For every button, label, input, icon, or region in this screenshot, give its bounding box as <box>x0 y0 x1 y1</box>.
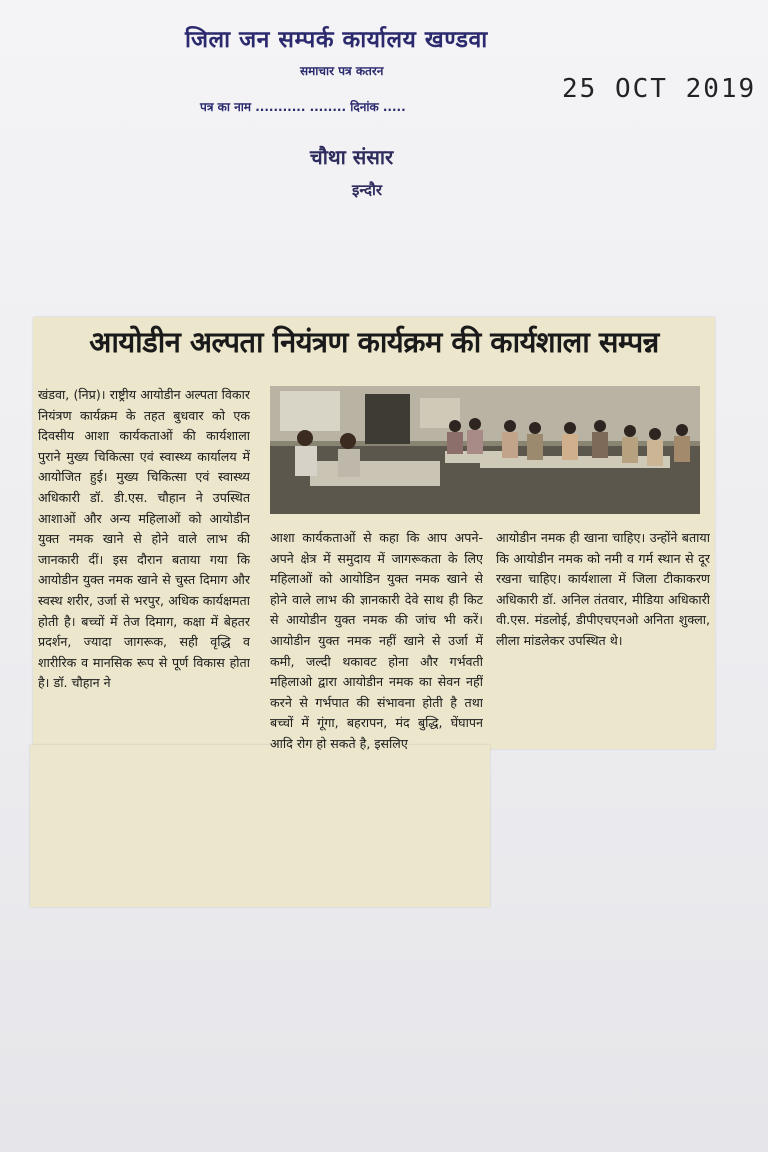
office-stamp-title: जिला जन सम्पर्क कार्यालय खण्डवा <box>185 27 488 53</box>
article-column-2: आशा कार्यकताओं से कहा कि आप अपने-अपने क्षेत्र में समुदाय में जागरूकता के लिए महिलाओं को आयोडिन युक्त नमक खाने से होने वाले लाभ की ज्ञानकारी देवे साथ ही किट से आयोडीन युक्त नमक की जांच भी करें। आयोडीन युक्त नमक नहीं खाने से उर्जा में कमी, जल्दी थकावट होना और गर्भवती महिलाओ द्वारा आयोडीन नमक का सेवन नहीं करने से गर्भपात की संभावना होती है तथा बच्चों में गूंगा, बहरापन, मंद बुद्धि, घेंघापन आदि रोग हो सकते है, इसलिए <box>270 530 483 751</box>
paper-name-date-line: पत्र का नाम ........... ........ दिनांक ..... <box>200 100 406 114</box>
newspaper-name: चौथा संसार <box>310 145 394 169</box>
newspaper-city: इन्दौर <box>352 181 382 199</box>
date-stamp: 25 OCT 2019 <box>562 74 757 104</box>
clipping-label: समाचार पत्र कतरन <box>300 64 384 78</box>
article-column-3: आयोडीन नमक ही खाना चाहिए। उन्होंने बताया कि आयोडीन नमक को नमी व गर्म स्थान से दूर रखना चाहिए। कार्यशाला में जिला टीकाकरण अधिकारी डॉ. अनिल तंतवार, मीडिया अधिकारी वी.एस. मंडलोई, डीपीएचएनओ अनिता शुक्ला, लीला मांडलेकर उपस्थित थे। <box>496 530 710 648</box>
workshop-photo <box>270 386 700 514</box>
article-headline: आयोडीन अल्पता नियंत्रण कार्यक्रम की कार्यशाला सम्पन्न <box>89 325 659 359</box>
article-column-1: खंडवा, (निप्र)। राष्ट्रीय आयोडीन अल्पता विकार नियंत्रण कार्यक्रम के तहत बुधवार को एक दिवसीय आशा कार्यकताओं की कार्यशाला पुराने मुख्य चिकित्सा एवं स्वास्थ्य कार्यालय में आयोजित हुई। मुख्य चिकित्सा एवं स्वास्थ्य अधिकारी डॉ. डी.एस. चौहान ने उपस्थित आशाओं और अन्य महिलाओं को आयोडीन युक्त नमक खाने से होने वाले लाभ की जानकारी दीं। इस दौरान बताया गया कि आयोडीन युक्त नमक खाने से चुस्त दिमाग और स्वस्थ शरीर, उर्जा से भरपुर, अधिक कार्यक्षमता होती है। बच्चों में तेज दिमाग, कक्षा में बेहतर प्रदर्शन, ज्यादा जागरूक, सही वृद्धि व शारीरिक व मानसिक रूप से पूर्ण विकास होता है। डॉ. चौहान ने <box>38 387 250 691</box>
